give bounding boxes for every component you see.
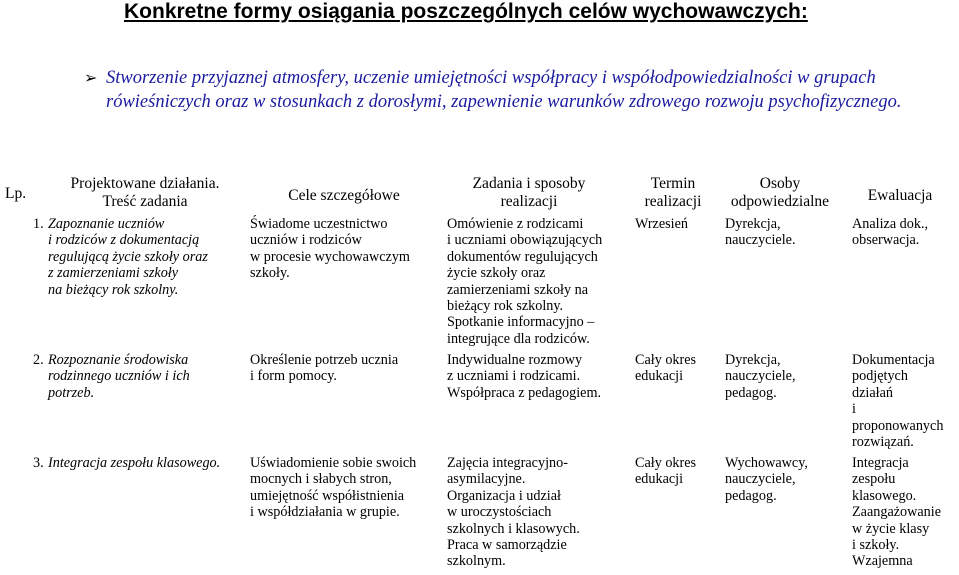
row1-dzialanie: Zapoznanie uczniów i rodziców z dokumentacją regulującą życie szkoły oraz z zamierzeniami szkoły na bieżący rok szkolny. — [48, 216, 208, 298]
header-lp: Lp. — [5, 185, 27, 202]
row2-ewaluacja: Dokumentacja podjętych działań i proponowanych rozwiązań. — [852, 352, 944, 451]
row3-dzialanie: Integracja zespołu klasowego. — [48, 455, 221, 471]
row3-osoby: Wychowawcy, nauczyciele, pedagog. — [725, 455, 808, 504]
row3-termin: Cały okres edukacji — [635, 455, 697, 488]
header-termin: Termin realizacji — [644, 175, 702, 210]
row1-cele: Świadome uczestnictwo uczniów i rodziców w procesie wychowawczym szkoły. — [250, 216, 410, 282]
header-dzialania: Projektowane działania. Treść zadania — [70, 175, 220, 210]
row2-cele: Określenie potrzeb ucznia i form pomocy. — [250, 352, 399, 385]
row3-zadania: Zajęcia integracyjno- asymilacyjne. Organizacja i udział w uroczystościach szkolnych i klasowych. Praca w samorządzie szkolnym. — [447, 455, 580, 570]
row2-number: 2. — [33, 352, 44, 368]
header-osoby: Osoby odpowiedzialne — [730, 175, 830, 210]
row3-ewaluacja: Integracja zespołu klasowego. Zaangażowanie w życie klasy i szkoły. Wzajemna — [852, 455, 942, 570]
row3-cele: Uświadomienie sobie swoich mocnych i słabych stron, umiejętność współistnienia i współdziałania w grupie. — [250, 455, 417, 521]
row1-ewaluacja: Analiza dok., obserwacja. — [852, 216, 929, 249]
row3-number: 3. — [33, 455, 44, 471]
row2-zadania: Indywidualne rozmowy z uczniami i rodzicami. Współpraca z pedagogiem. — [447, 352, 602, 401]
page-heading: Konkretne formy osiągania poszczególnych celów wychowawczych: — [124, 0, 808, 23]
header-zadania: Zadania i sposoby realizacji — [472, 175, 586, 210]
row1-osoby: Dyrekcja, nauczyciele. — [725, 216, 796, 249]
row1-termin: Wrzesień — [635, 216, 688, 232]
header-cele: Cele szczegółowe — [288, 187, 400, 204]
intro-goal-text: Stworzenie przyjaznej atmosfery, uczenie umiejętności współpracy i współodpowiedzialności w grupach rówieśniczych oraz w stosunkach z dorosłymi, zapewnienie warunków zdrowego rozwoju psychofizycznego. — [106, 68, 902, 112]
row1-number: 1. — [33, 216, 44, 232]
row2-termin: Cały okres edukacji — [635, 352, 697, 385]
row1-zadania: Omówienie z rodzicami i uczniami obowiązujących dokumentów regulujących życie szkoły oraz zamierzeniami szkoły na bieżący rok szkolny. Spotkanie informacyjno – integrujące dla rodziców. — [447, 216, 603, 347]
arrow-bullet-icon: ➢ — [84, 70, 98, 87]
row2-dzialanie: Rozpoznanie środowiska rodzinnego uczniów i ich potrzeb. — [48, 352, 190, 401]
row2-osoby: Dyrekcja, nauczyciele, pedagog. — [725, 352, 796, 401]
header-ewaluacja: Ewaluacja — [867, 187, 933, 204]
